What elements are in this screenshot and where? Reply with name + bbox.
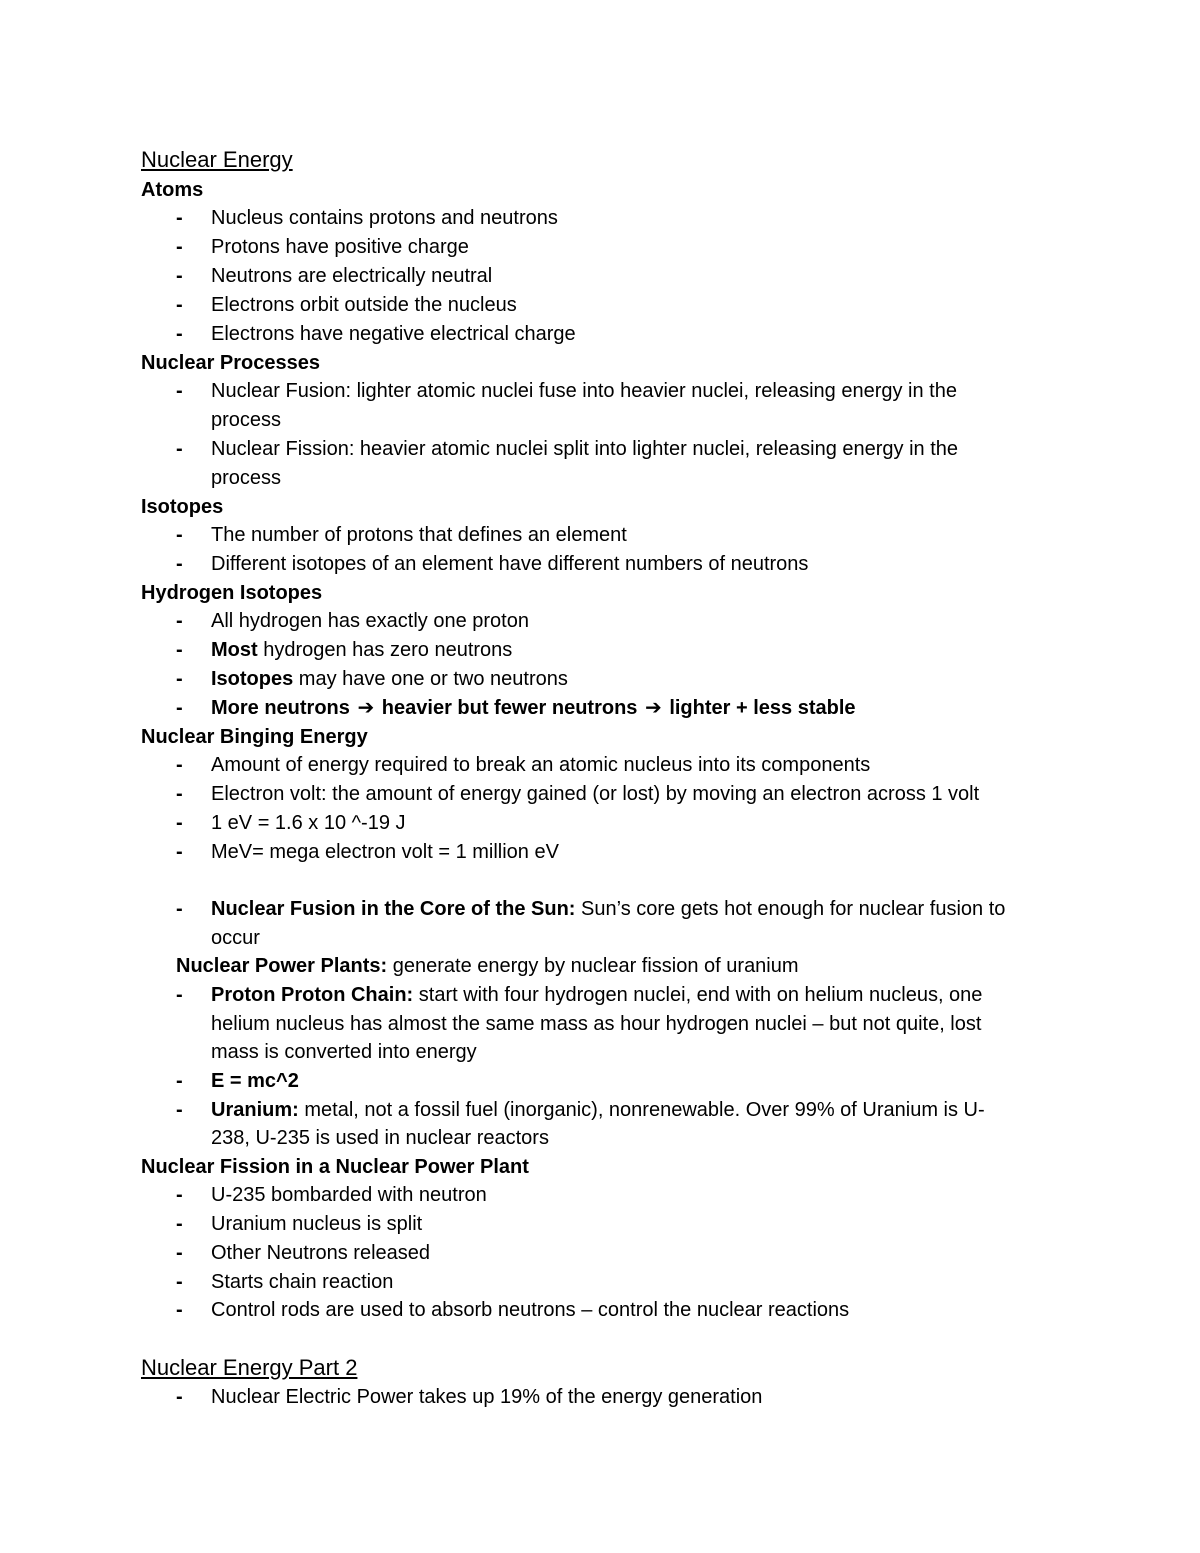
list-item-text [211,1098,985,1122]
bullet-dash: - [176,1099,183,1121]
bullet-dash: - [176,1070,183,1092]
list-item-text [211,983,982,1007]
item-rest: hydrogen has zero neutrons [257,639,513,661]
list-item-text [211,638,512,662]
list-item [176,1241,430,1265]
section-heading-nuclear-processes: Nuclear Processes [141,352,321,374]
item-rest: may have one or two neutrons [293,668,568,690]
section-heading-fission-plant: Nuclear Fission in a Nuclear Power Plant [141,1156,529,1178]
list-item-continuation: 238, U-235 is used in nuclear reactors [211,1127,549,1149]
list-item-text: Other Neutrons released [211,1242,431,1264]
list-item [176,1270,393,1294]
bold-phrase: heavier but fewer neutrons [381,697,638,719]
bullet-dash: - [176,323,183,345]
section-heading-atoms: Atoms [141,179,204,201]
bullet-dash: - [176,553,183,575]
list-item-text: Electron volt: the amount of energy gained (or lost) by moving an electron across 1 volt [211,783,980,805]
list-item-text: All hydrogen has exactly one proton [211,610,529,632]
arrow-right-icon: ➔ [357,697,375,719]
list-item [176,264,492,288]
list-item [176,437,958,461]
paragraph-power-plants [176,954,799,978]
bullet-dash: - [176,1184,183,1206]
bold-phrase: More neutrons [211,697,350,719]
list-item [176,523,627,547]
list-item-text [211,696,856,720]
bullet-dash: - [176,812,183,834]
list-item-continuation: helium nucleus has almost the same mass as hour hydrogen nuclei – but not quite, lost [211,1013,982,1035]
list-item [176,1385,762,1409]
list-item [176,1298,849,1322]
section-heading-binding-energy: Nuclear Binging Energy [141,726,368,748]
bullet-dash: - [176,207,183,229]
list-item-continuation: mass is converted into energy [211,1041,477,1063]
bullet-dash: - [176,380,183,402]
list-item-text: Different isotopes of an element have different numbers of neutrons [211,553,809,575]
list-item-continuation: process [211,467,282,489]
bullet-dash: - [176,1386,183,1408]
bullet-dash: - [176,265,183,287]
list-item-text: Amount of energy required to break an atomic nucleus into its components [211,754,871,776]
bullet-dash: - [176,639,183,661]
page-title: Nuclear Energy [141,147,293,172]
list-item [176,840,559,864]
list-item-text [211,897,1005,921]
list-item [176,983,982,1007]
list-item-text: Uranium nucleus is split [211,1213,423,1235]
list-item [176,782,979,806]
list-item-text: Nuclear Electric Power takes up 19% of the energy generation [211,1386,763,1408]
list-item [176,379,957,403]
list-item-text: Electrons have negative electrical charge [211,323,576,345]
bold-term: Proton Proton Chain: [211,984,414,1006]
bold-term: Nuclear Fusion in the Core of the Sun: [211,898,576,920]
bullet-dash: - [176,1213,183,1235]
bullet-dash: - [176,984,183,1006]
bullet-dash: - [176,697,183,719]
bullet-dash: - [176,841,183,863]
list-item-text: 1 eV = 1.6 x 10 ^-19 J [211,812,406,834]
bullet-dash: - [176,1242,183,1264]
list-item-text: Nuclear Fusion: lighter atomic nuclei fuse into heavier nuclei, releasing energy in the [211,380,957,402]
bullet-dash: - [176,1271,183,1293]
arrow-right-icon: ➔ [644,697,662,719]
list-item-text: Nucleus contains protons and neutrons [211,207,558,229]
bullet-dash: - [176,783,183,805]
bullet-dash: - [176,438,183,460]
list-item [176,206,558,230]
list-item [176,293,517,317]
list-item [176,1212,422,1236]
list-item [176,897,1005,921]
list-item-text: U-235 bombarded with neutron [211,1184,487,1206]
bullet-dash: - [176,754,183,776]
list-item-text: Protons have positive charge [211,236,469,258]
list-item-text: Control rods are used to absorb neutrons – control the nuclear reactions [211,1299,850,1321]
bullet-dash: - [176,294,183,316]
list-item [176,696,856,720]
list-item [176,638,512,662]
item-rest: start with four hydrogen nuclei, end with on helium nucleus, one [413,984,983,1006]
list-item-text: Electrons orbit outside the nucleus [211,294,517,316]
list-item-text: Nuclear Fission: heavier atomic nuclei split into lighter nuclei, releasing energy in the [211,438,959,460]
item-rest: metal, not a fossil fuel (inorganic), nonrenewable. Over 99% of Uranium is U- [298,1099,985,1121]
bullet-dash: - [176,610,183,632]
bold-term: Isotopes [211,668,294,690]
bold-term: Uranium: [211,1099,299,1121]
bold-term: Most [211,639,258,661]
list-item-text: Neutrons are electrically neutral [211,265,493,287]
item-rest: generate energy by nuclear fission of uranium [387,955,799,977]
section-heading-isotopes: Isotopes [141,496,224,518]
section-title-part-2: Nuclear Energy Part 2 [141,1355,358,1380]
list-item-text: The number of protons that defines an element [211,524,627,546]
bullet-dash: - [176,668,183,690]
bullet-dash: - [176,524,183,546]
section-heading-hydrogen-isotopes: Hydrogen Isotopes [141,582,323,604]
bold-phrase: lighter + less stable [669,697,856,719]
list-item [176,811,406,835]
bullet-dash: - [176,1299,183,1321]
list-item-continuation: process [211,409,282,431]
list-item [176,322,576,346]
list-item [176,753,870,777]
bullet-dash: - [176,236,183,258]
bullet-dash: - [176,898,183,920]
list-item [176,1183,487,1207]
list-item [176,609,529,633]
list-item-text [211,667,568,691]
list-item [176,667,568,691]
list-item-text: E = mc^2 [211,1070,299,1092]
list-item [176,1069,299,1093]
list-item [176,1098,985,1122]
list-item-text: Starts chain reaction [211,1271,394,1293]
list-item-text: MeV= mega electron volt = 1 million eV [211,841,559,863]
item-rest: Sun’s core gets hot enough for nuclear fusion to [575,898,1006,920]
list-item [176,235,469,259]
list-item [176,552,808,576]
bold-term: Nuclear Power Plants: [176,955,388,977]
list-item-continuation: occur [211,927,260,949]
